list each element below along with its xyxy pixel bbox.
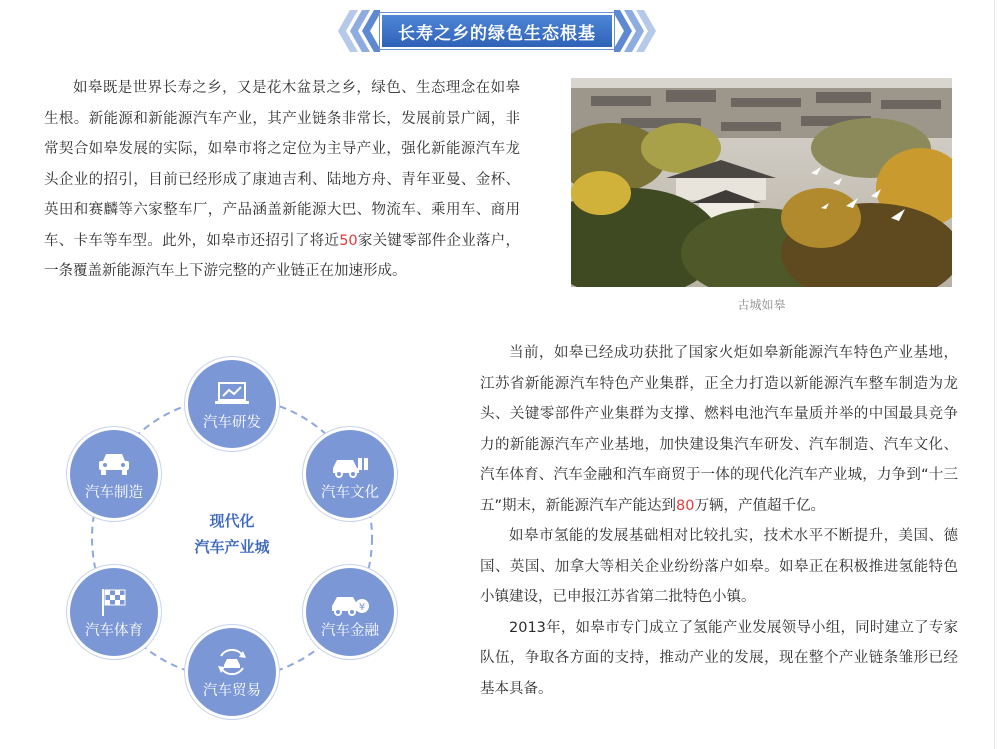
main-text — [480, 338, 958, 704]
diagram-center-label — [172, 508, 292, 560]
car-coin-icon — [330, 587, 370, 617]
svg-text:¥: ¥ — [358, 601, 366, 613]
node-manufacturing — [70, 430, 158, 518]
left-chevrons-decoration — [336, 10, 380, 52]
node-culture — [306, 430, 394, 518]
intro-text: 如皋既是世界长寿之乡，又是花木盆景之乡，绿色、生态理念在如皋生根。新能源和新能源汽车产业，其产业链条非常长，发展前景广阔，非常契合如皋发展的实际，如皋市将之定位为主导产业，强化新能源汽车龙头企业的招引，目前已经形成了康迪吉利、陆地方舟、青年亚曼、金杯、英田和赛麟等六家整车厂，产品涵盖新能源大巴、物流车、乘用车、商用车、卡车等车型。此外，如皋市还招引了将近 — [44, 80, 520, 249]
center-line-2: 汽车产业城 — [194, 538, 270, 556]
intro-paragraph — [44, 73, 520, 287]
industry-city-diagram — [60, 360, 404, 716]
car-front-icon — [97, 449, 131, 479]
node-label-rnd: 汽车研发 — [203, 414, 261, 431]
laptop-chart-icon — [215, 379, 249, 409]
para1-text: 当前，如皋已经成功获批了国家火炬如皋新能源汽车特色产业基地，江苏省新能源汽车特色产业集群，正全力打造以新能源汽车整车制造为龙头、关键零部件产业集群为支撑、燃料电池汽车量质并举的中国最具竞争力的新能源汽车产业基地，加快建设集汽车研发、汽车制造、汽车文化、汽车体育、汽车金融和汽车商贸于一体的现代化汽车产业城，力争到“十三五”期末，新能源汽车产能达到 — [480, 345, 958, 514]
node-label-culture: 汽车文化 — [321, 484, 379, 501]
main-paragraph-2: 如皋市氢能的发展基础相对比较扎实，技术水平不断提升，美国、德国、英国、加拿大等相关企业纷纷落户如皋。如皋正在积极推进氢能特色小镇建设，已申报江苏省第二批特色小镇。 — [480, 528, 958, 605]
main-paragraph-1 — [480, 338, 958, 521]
page-edge-rule — [994, 0, 995, 749]
main-paragraph-3: 2013年，如皋市专门成立了氢能产业发展领导小组，同时建立了专家队伍，争取各方面的支持，推动产业的发展，现在整个产业链条雏形已经基本具备。 — [480, 619, 958, 697]
car-cycle-icon — [215, 647, 249, 677]
node-label-finance: 汽车金融 — [321, 622, 379, 639]
intro-text-end: 家关键零部件企业落户，一条覆盖新能源汽车上下游完整的产业链正在加速形成。 — [44, 232, 521, 279]
banner-title: 长寿之乡的绿色生态根基 — [380, 13, 614, 49]
para1-highlight-number: 80 — [676, 497, 695, 514]
node-trade — [188, 628, 276, 716]
node-sports — [70, 568, 158, 656]
town-photo — [571, 78, 952, 287]
center-line-1: 现代化 — [209, 512, 255, 530]
node-label-manufacturing: 汽车制造 — [85, 484, 143, 501]
car-gift-icon — [331, 449, 369, 479]
checkered-flag-icon — [99, 587, 129, 617]
photo-caption: 古城如皋 — [737, 298, 786, 312]
node-label-sports: 汽车体育 — [85, 622, 143, 639]
intro-highlight-number: 50 — [339, 232, 358, 249]
node-rnd — [188, 360, 276, 448]
section-banner — [336, 10, 658, 52]
node-label-trade: 汽车贸易 — [203, 682, 261, 699]
right-chevrons-decoration — [614, 10, 658, 52]
node-finance — [306, 568, 394, 656]
para1-text-end: 万辆，产值超千亿。 — [694, 497, 825, 514]
